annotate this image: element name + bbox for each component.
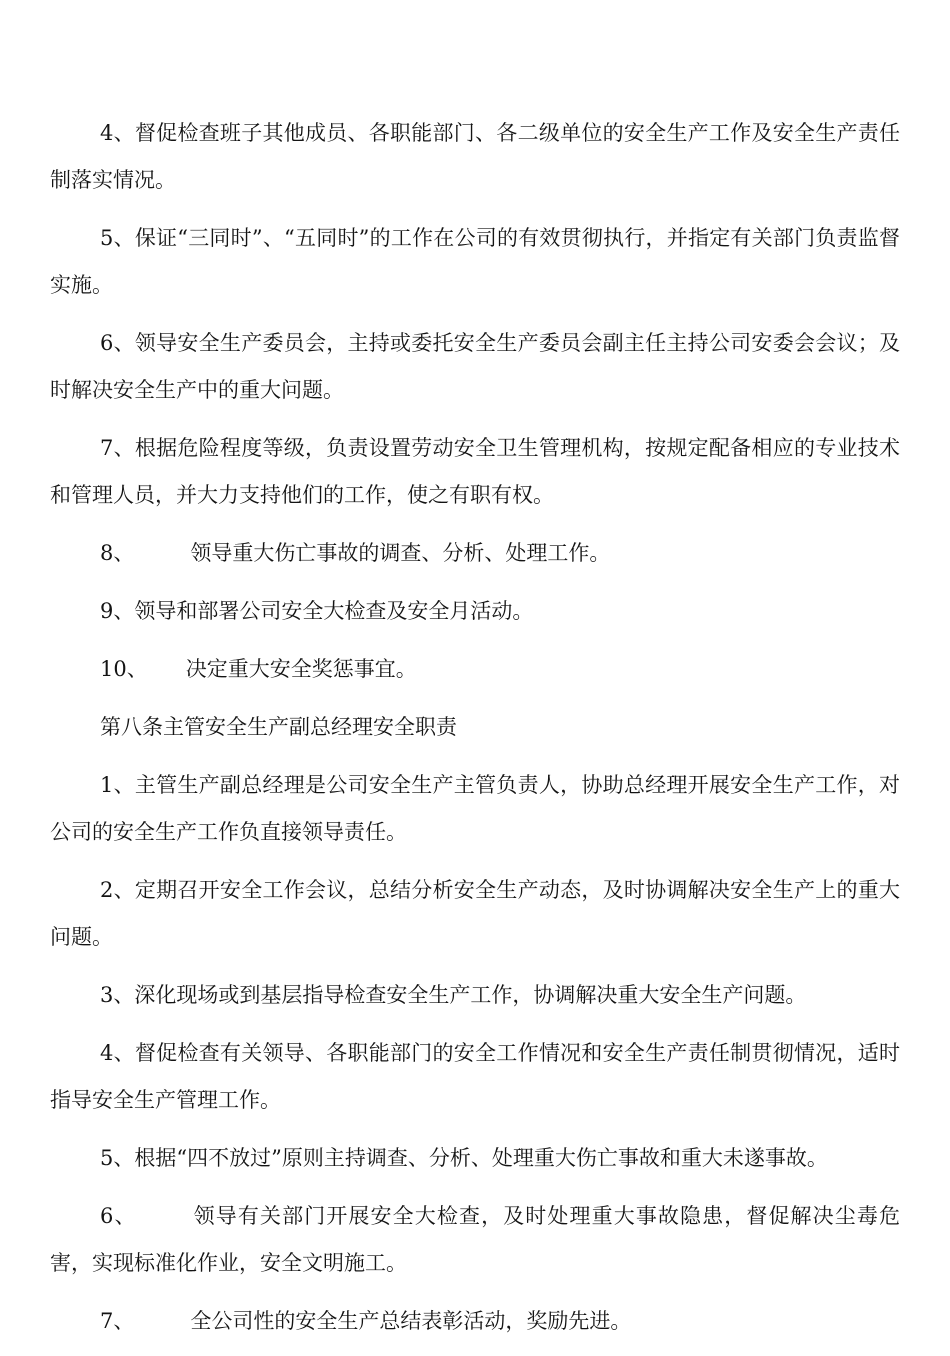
item-number: 1、 bbox=[100, 773, 135, 797]
document-page bbox=[50, 110, 900, 1356]
item-number: 4、 bbox=[100, 1041, 135, 1065]
item-number: 4、 bbox=[100, 121, 135, 145]
paragraph-item-4b bbox=[50, 1030, 900, 1124]
item-number: 9、 bbox=[100, 599, 135, 623]
paragraph-item-1 bbox=[50, 762, 900, 856]
item-number: 8、 bbox=[100, 541, 135, 565]
section-heading-article-8 bbox=[50, 704, 900, 751]
item-number: 6、 bbox=[100, 1204, 137, 1228]
paragraph-text: 全公司性的安全生产总结表彰活动，奖励先进。 bbox=[190, 1309, 632, 1333]
item-number: 5、 bbox=[100, 226, 135, 250]
paragraph-text: 领导安全生产委员会，主持或委托安全生产委员会副主任主持公司安委会会议；及时解决安全生产中的重大问题。 bbox=[50, 331, 900, 402]
paragraph-item-10 bbox=[50, 646, 900, 693]
paragraph-item-9 bbox=[50, 588, 900, 635]
item-number: 3、 bbox=[100, 983, 135, 1007]
paragraph-text: 领导重大伤亡事故的调查、分析、处理工作。 bbox=[190, 541, 611, 565]
paragraph-text: 保证“三同时”、“五同时”的工作在公司的有效贯彻执行，并指定有关部门负责监督实施。 bbox=[50, 226, 900, 297]
paragraph-item-7b bbox=[50, 1298, 900, 1345]
paragraph-text: 领导和部署公司安全大检查及安全月活动。 bbox=[134, 599, 534, 623]
paragraph-item-5 bbox=[50, 215, 900, 309]
section-heading-text: 第八条主管安全生产副总经理安全职责 bbox=[100, 715, 457, 739]
paragraph-text: 督促检查班子其他成员、各职能部门、各二级单位的安全生产工作及安全生产责任制落实情况。 bbox=[50, 121, 900, 192]
item-number: 7、 bbox=[100, 1309, 135, 1333]
paragraph-text: 定期召开安全工作会议，总结分析安全生产动态，及时协调解决安全生产上的重大问题。 bbox=[50, 878, 900, 949]
paragraph-text: 决定重大安全奖惩事宜。 bbox=[185, 657, 417, 681]
paragraph-text: 根据危险程度等级，负责设置劳动安全卫生管理机构，按规定配备相应的专业技术和管理人员，并大力支持他们的工作，使之有职有权。 bbox=[50, 436, 900, 507]
paragraph-text: 主管生产副总经理是公司安全生产主管负责人，协助总经理开展安全生产工作，对公司的安全生产工作负直接领导责任。 bbox=[50, 773, 900, 844]
paragraph-text: 根据“四不放过”原则主持调查、分析、处理重大伤亡事故和重大未遂事故。 bbox=[134, 1146, 828, 1170]
item-number: 7、 bbox=[100, 436, 135, 460]
item-number: 2、 bbox=[100, 878, 135, 902]
paragraph-item-3 bbox=[50, 972, 900, 1019]
paragraph-item-2 bbox=[50, 867, 900, 961]
paragraph-item-6b bbox=[50, 1193, 900, 1287]
paragraph-text: 督促检查有关领导、各职能部门的安全工作情况和安全生产责任制贯彻情况，适时指导安全生产管理工作。 bbox=[50, 1041, 900, 1112]
paragraph-item-4 bbox=[50, 110, 900, 204]
paragraph-item-8 bbox=[50, 530, 900, 577]
item-number: 5、 bbox=[100, 1146, 135, 1170]
paragraph-text: 领导有关部门开展安全大检查，及时处理重大事故隐患，督促解决尘毒危害，实现标准化作业，安全文明施工。 bbox=[50, 1204, 900, 1275]
item-number: 10、 bbox=[100, 657, 148, 681]
paragraph-text: 深化现场或到基层指导检查安全生产工作，协调解决重大安全生产问题。 bbox=[134, 983, 807, 1007]
item-number: 6、 bbox=[100, 331, 135, 355]
paragraph-item-7 bbox=[50, 425, 900, 519]
paragraph-item-6 bbox=[50, 320, 900, 414]
paragraph-item-5b bbox=[50, 1135, 900, 1182]
